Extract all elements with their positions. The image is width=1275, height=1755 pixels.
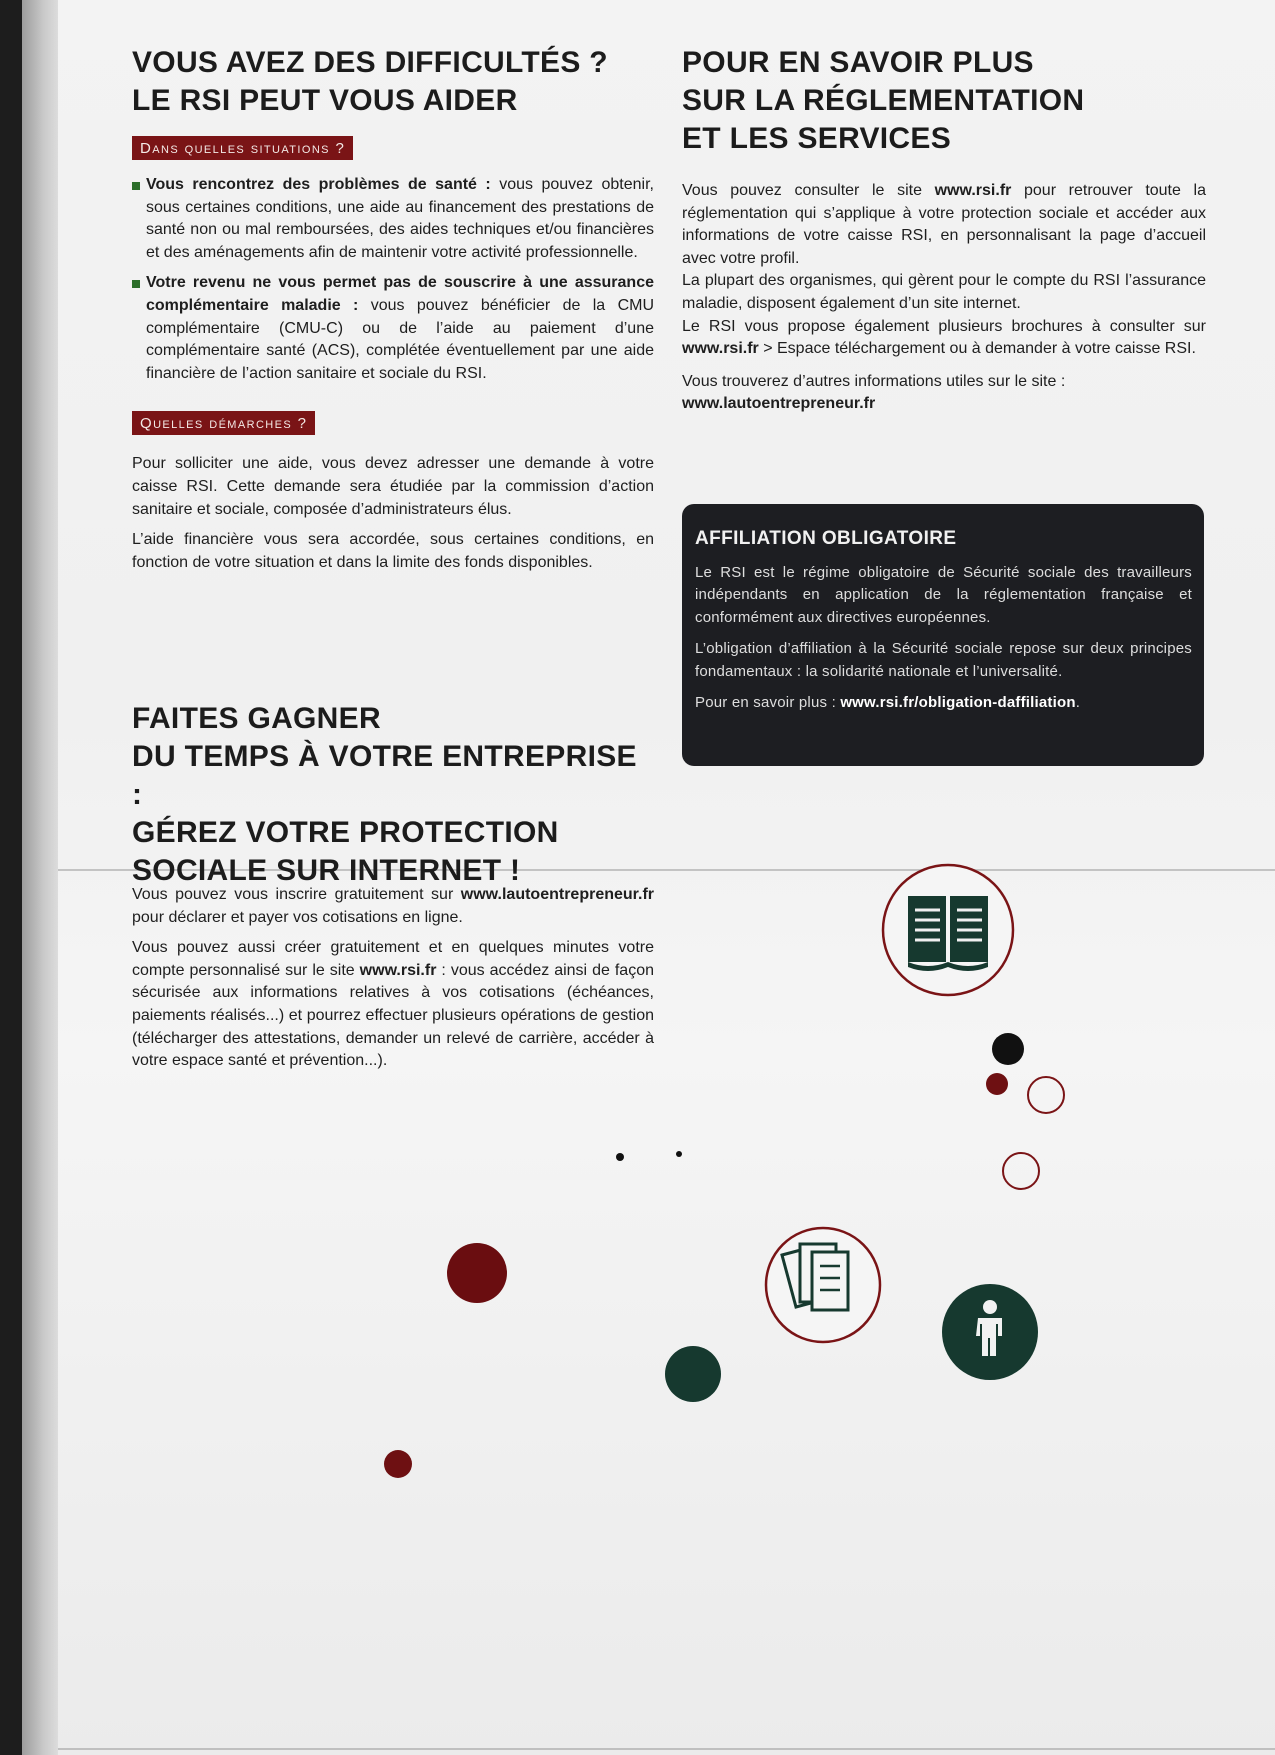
lautoentrepreneur-link[interactable]: www.lautoentrepreneur.fr — [460, 886, 654, 903]
help-heading-line2: LE RSI PEUT VOUS AIDER — [132, 84, 518, 117]
info-paragraph-4: Vous trouverez d’autres informations utiles sur le site : www.lautoentrepreneur.fr — [682, 372, 1066, 413]
documents-icon — [766, 1228, 880, 1342]
internet-heading-line1: FAITES GAGNER — [132, 702, 381, 735]
info-heading-line1: POUR EN SAVOIR PLUS — [682, 46, 1034, 79]
rsi-link[interactable]: www.rsi.fr — [682, 340, 759, 358]
info-paragraph-3: Le RSI vous propose également plusieurs brochures à consulter sur www.rsi.fr > Espace téléchargement ou à demander à votre caisse RSI. — [682, 317, 1206, 358]
rsi-link[interactable]: www.rsi.fr — [934, 182, 1012, 199]
info-paragraph-1: Vous pouvez consulter le site www.rsi.fr pour retrouver toute la réglementation qui s’applique à votre protection sociale et accéder aux informations de votre caisse RSI, en personnalisant la page d’accueil avec votre profil. — [682, 182, 1206, 267]
person-icon — [942, 1284, 1038, 1380]
demarches-paragraph-2: L’aide financière vous sera accordée, sous certaines conditions, en fonction de votre situation et dans la limite des fonds disponibles. — [132, 531, 654, 571]
situations-label: Dans quelles situations ? — [132, 136, 353, 160]
internet-heading-line2: DU TEMPS À VOTRE ENTREPRISE : — [132, 740, 637, 811]
affiliation-paragraph-1: Le RSI est le régime obligatoire de Sécurité sociale des travailleurs indépendants en application de la réglementation française et conformément aux directives européennes. — [695, 564, 1192, 626]
info-paragraph-2: La plupart des organismes, qui gèrent pour le compte du RSI l’assurance maladie, disposent également d’un site internet. — [682, 272, 1206, 312]
obligation-affiliation-link[interactable]: www.rsi.fr/obligation-daffiliation — [840, 694, 1076, 712]
bullet2-text: vous pouvez bénéficier de la CMU complémentaire (CMU-C) ou de l’aide au paiement d’une complémentaire santé (ACS), complétée éventuellement par une aide financière de l’action sanitaire et sociale du RSI. — [146, 296, 655, 382]
bullet1-title: Vous rencontrez des problèmes de santé : — [146, 176, 491, 193]
internet-paragraph-1: Vous pouvez vous inscrire gratuitement sur www.lautoentrepreneur.fr pour déclarer et payer vos cotisations en ligne. — [132, 886, 654, 926]
rsi-link[interactable]: www.rsi.fr — [359, 961, 437, 979]
info-heading-line3: ET LES SERVICES — [682, 122, 952, 155]
help-heading-line1: VOUS AVEZ DES DIFFICULTÉS ? — [132, 46, 608, 79]
internet-paragraph-2: Vous pouvez aussi créer gratuitement et en quelques minutes votre compte personnalisé sur le site www.rsi.fr : vous accédez ainsi de façon sécurisée aux informations relatives à vos cotisations (échéances, paiements réalisés...) et pourrez effectuer plusieurs opérations de gestion (télécharger des attestations, demander un relevé de carrière, accéder à votre espace santé et prévention...). — [132, 939, 654, 1070]
demarches-label: Quelles démarches ? — [132, 411, 315, 435]
internet-heading-line3: GÉREZ VOTRE PROTECTION — [132, 816, 559, 849]
bullet2-title: Votre revenu ne vous permet pas de souscrire à une assurance complémentaire maladie : — [146, 274, 654, 314]
internet-heading-line4: SOCIALE SUR INTERNET ! — [132, 854, 521, 887]
info-heading-line2: SUR LA RÉGLEMENTATION — [682, 84, 1085, 117]
affiliation-title: AFFILIATION OBLIGATOIRE — [695, 528, 957, 549]
open-book-icon — [883, 865, 1013, 995]
demarches-paragraph-1: Pour solliciter une aide, vous devez adresser une demande à votre caisse RSI. Cette demande sera étudiée par la commission d’action sanitaire et sociale, composée d’administrateurs élus. — [132, 455, 654, 518]
lautoentrepreneur-link[interactable]: www.lautoentrepreneur.fr — [682, 395, 876, 413]
affiliation-paragraph-2: L’obligation d’affiliation à la Sécurité sociale repose sur deux principes fondamentaux : la solidarité nationale et l’universalité. — [695, 640, 1192, 680]
bullet1-text: vous pouvez obtenir, sous certaines conditions, une aide au financement des prestations de santé non ou mal remboursées, des aides techniques et/ou financières et des aménagements afin de maintenir votre activité professionnelle. — [146, 176, 654, 261]
affiliation-paragraph-3: Pour en savoir plus : www.rsi.fr/obligation-daffiliation. — [695, 694, 1081, 712]
